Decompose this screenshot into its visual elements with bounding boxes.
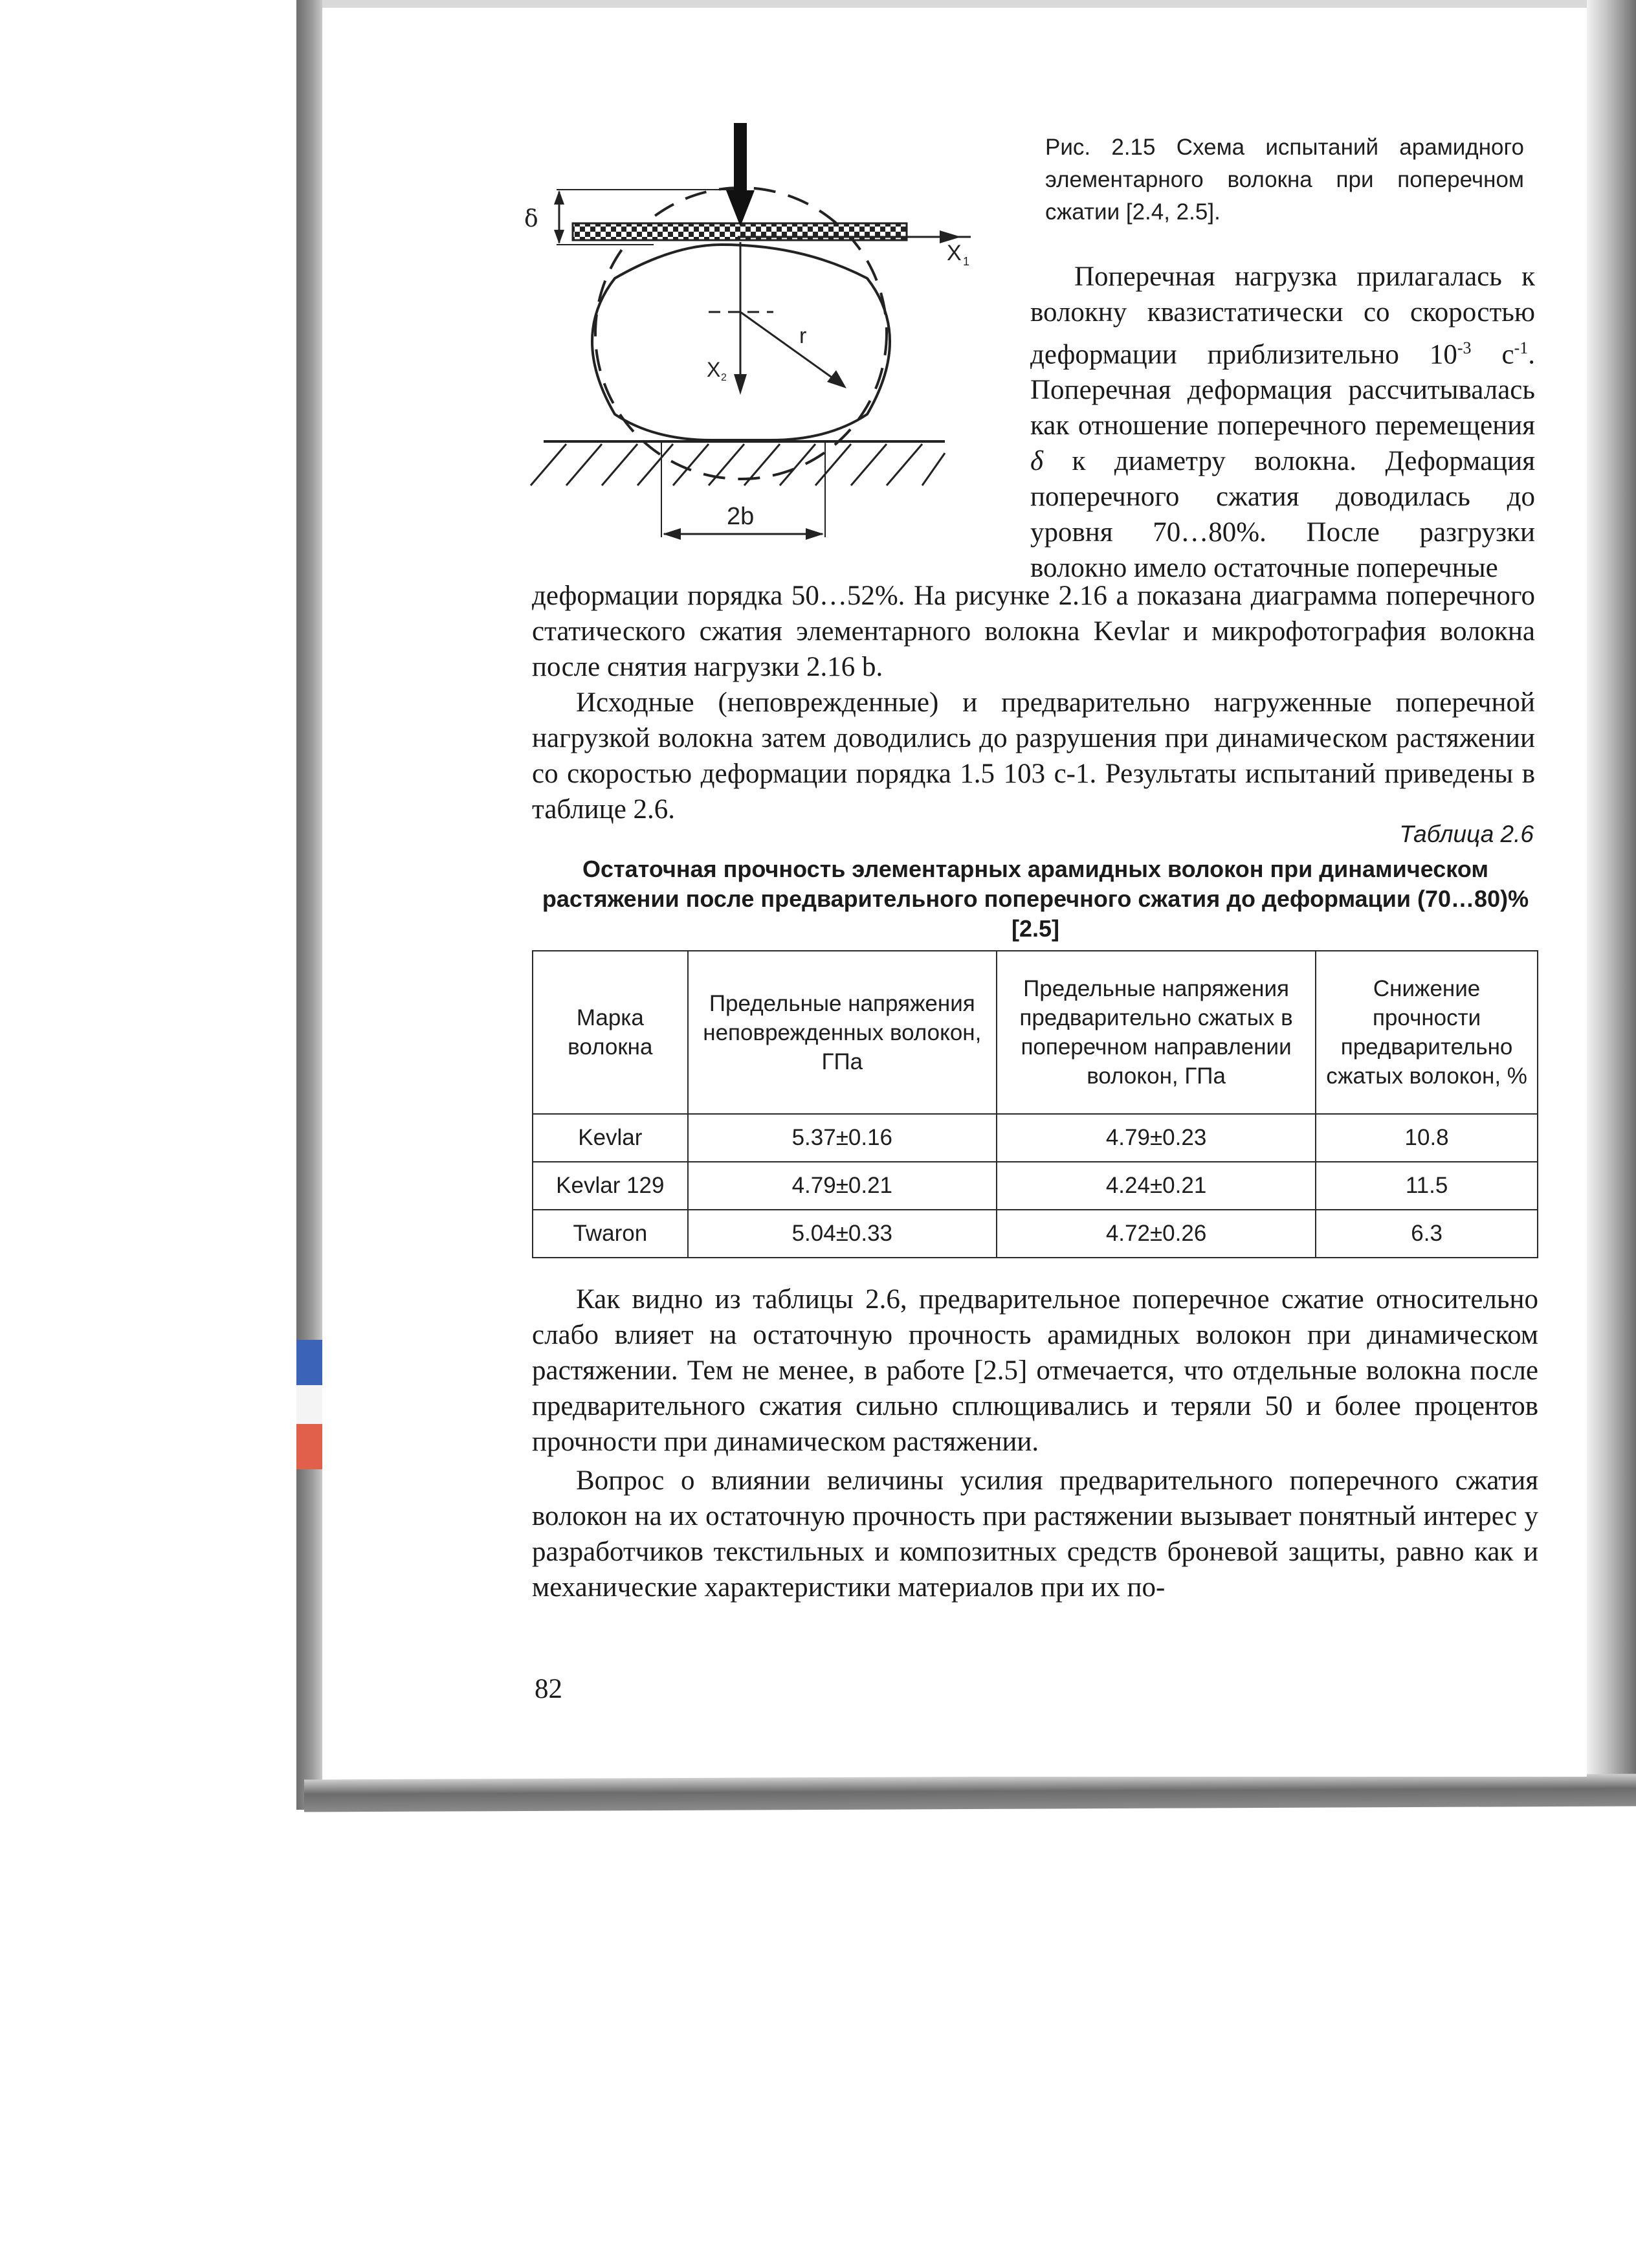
delta-arrowhead-up [554, 190, 564, 205]
radius-line [740, 312, 838, 382]
paragraph-load-description [1030, 259, 1535, 586]
spine-stripe-red [296, 1424, 322, 1469]
table-cell: 5.37±0.16 [688, 1114, 997, 1162]
table-row [533, 1114, 1538, 1162]
contact-arrowhead-right [806, 528, 824, 540]
paragraph-text: к диаметру волокна. Деформация поперечного сжатия доводилась до уровня 70…80%. После разгрузки волокно имело остаточные поперечные [1030, 446, 1535, 584]
residual-strength-table [532, 950, 1538, 1258]
radius-label: r [799, 324, 807, 348]
table-row [533, 1210, 1538, 1258]
paragraph-research-interest: Вопрос о влиянии величины усилия предварительного поперечного сжатия волокон на их остаточную прочность при растяжении вызывает понятный интерес у разработчиков текстильных и композитных средств броневой защиты, равно как и механические характеристики материалов при их по- [532, 1465, 1538, 1603]
spine-stripe-blue [296, 1340, 322, 1385]
table-cell: 4.72±0.26 [997, 1210, 1316, 1258]
contact-arrowhead-left [663, 528, 681, 540]
page-bottom-edge [304, 1774, 1636, 1812]
delta-symbol: δ [1030, 446, 1043, 477]
superscript-exponent: -3 [1457, 339, 1472, 357]
delta-label: δ [524, 206, 538, 232]
figure-caption: Рис. 2.15 Схема испытаний арамидного элементарного волокна при поперечном сжатии [2.4, 2.5]. [1045, 135, 1524, 225]
contact-width-label: 2b [727, 503, 755, 530]
paragraph-dynamic-tension: Исходные (неповрежденные) и предварительно нагруженные поперечной нагрузкой волокна затем доводились до разрушения при динамическом растяжении со скоростью деформации порядка 1.5 103 с-1. Результаты испытаний приведены в таблице 2.6. [532, 687, 1535, 825]
table-cell: 4.79±0.23 [997, 1114, 1316, 1162]
ground-hatching [531, 444, 945, 485]
x2-label: X [707, 358, 721, 381]
header-strength-reduction: Снижение прочности предварительно сжатых волокон, % [1316, 951, 1538, 1114]
fiber-compression-diagram [518, 123, 971, 550]
table-row [533, 1162, 1538, 1210]
table-cell: Twaron [533, 1210, 688, 1258]
x2-arrowhead [734, 374, 747, 395]
superscript-exponent: -1 [1514, 339, 1529, 357]
paragraph-continuation: деформации порядка 50…52%. На рисунке 2.16 а показана диаграмма поперечного статического сжатия элементарного волокна Kevlar и микрофотография волокна после снятия нагрузки 2.16 b. [532, 581, 1535, 682]
table-cell: 4.79±0.21 [688, 1162, 997, 1210]
table-cell: 4.24±0.21 [997, 1162, 1316, 1210]
header-fiber-brand: Марка волокна [533, 951, 688, 1114]
table-cell: Kevlar 129 [533, 1162, 688, 1210]
table-cell: 6.3 [1316, 1210, 1538, 1258]
delta-arrowhead-down [554, 230, 564, 244]
table-number: Таблица 2.6 [1399, 821, 1534, 847]
page-number: 82 [535, 1674, 562, 1704]
scan-top-edge [311, 0, 1636, 8]
paragraph-text: . Поперечная деформация рассчитывалась как отношение поперечного перемещения [1030, 339, 1535, 441]
x2-subscript: 2 [721, 372, 727, 383]
table-header-row [533, 951, 1538, 1114]
book-spine [296, 0, 322, 1810]
table-cell: 10.8 [1316, 1114, 1538, 1162]
header-precompressed-stress: Предельные напряжения предварительно сжатых в поперечном направлении волокон, ГПа [997, 951, 1316, 1114]
table-cell: 5.04±0.33 [688, 1210, 997, 1258]
table-cell: 11.5 [1316, 1162, 1538, 1210]
paragraph-table-discussion: Как видно из таблицы 2.6, предварительное поперечное сжатие относительно слабо влияет на остаточную прочность арамидных волокон при динамическом растяжении. Тем не менее, в работе [2.5] отмечается, что отдельные волокна после предварительного сжатия сильно сплющивались и теряли 50 и более процентов прочности при динамическом растяжении. [532, 1284, 1538, 1457]
unit-text: с [1471, 339, 1514, 370]
load-arrow-shaft [734, 123, 747, 194]
paragraph-text: Поперечная нагрузка прилагалась к волокну квазистатически со скоростью деформации приблизительно 10 [1030, 261, 1535, 370]
x1-label: X [947, 241, 962, 265]
radius-arrowhead [827, 370, 846, 388]
load-arrowhead [726, 190, 755, 227]
x1-subscript: 1 [963, 255, 970, 268]
table-cell: Kevlar [533, 1114, 688, 1162]
header-undamaged-stress: Предельные напряжения неповрежденных волокон, ГПа [688, 951, 997, 1114]
page-right-edge [1587, 0, 1636, 1806]
table-title: Остаточная прочность элементарных арамидных волокон при динамическом растяжении после предварительного поперечного сжатия до деформации (70…80)% [2.5] [542, 856, 1529, 942]
